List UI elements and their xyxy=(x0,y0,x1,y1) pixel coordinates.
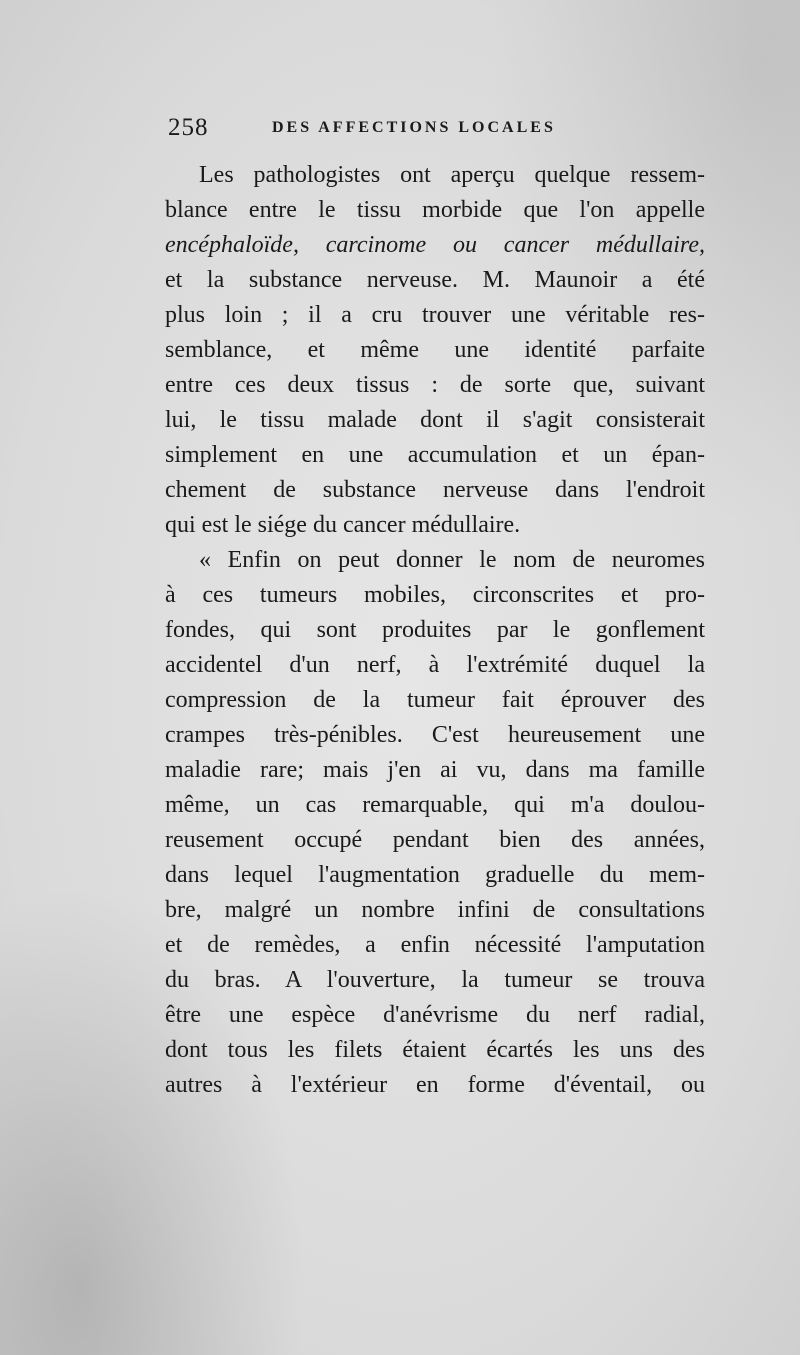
text-line: entre ces deux tissus : de sorte que, suivant xyxy=(165,372,705,398)
text-line: Les pathologistes ont aperçu quelque ressem- xyxy=(199,162,705,188)
text-line: être une espèce d'anévrisme du nerf radial, xyxy=(165,1002,705,1028)
text-line: reusement occupé pendant bien des années, xyxy=(165,827,705,853)
text-line: plus loin ; il a cru trouver une véritable res- xyxy=(165,302,705,328)
text-line: maladie rare; mais j'en ai vu, dans ma famille xyxy=(165,757,705,783)
text-line: chement de substance nerveuse dans l'endroit xyxy=(165,477,705,503)
text-line: blance entre le tissu morbide que l'on appelle xyxy=(165,197,705,223)
text-line: bre, malgré un nombre infini de consultations xyxy=(165,897,705,923)
text-line: compression de la tumeur fait éprouver des xyxy=(165,687,705,713)
text-line: fondes, qui sont produites par le gonflement xyxy=(165,617,705,643)
text-line: accidentel d'un nerf, à l'extrémité duquel la xyxy=(165,652,705,678)
text-line: à ces tumeurs mobiles, circonscrites et pro- xyxy=(165,582,705,608)
text-line: semblance, et même une identité parfaite xyxy=(165,337,705,363)
body-text xyxy=(165,158,705,1103)
running-head: DES AFFECTIONS LOCALES xyxy=(272,119,556,136)
text-line: simplement en une accumulation et un épan- xyxy=(165,442,705,468)
page-number: 258 xyxy=(168,114,209,141)
text-line: dans lequel l'augmentation graduelle du mem- xyxy=(165,862,705,888)
text-line: lui, le tissu malade dont il s'agit consisterait xyxy=(165,407,705,433)
text-line: même, un cas remarquable, qui m'a doulou- xyxy=(165,792,705,818)
text-line: dont tous les filets étaient écartés les uns des xyxy=(165,1037,705,1063)
text-line: du bras. A l'ouverture, la tumeur se trouva xyxy=(165,967,705,993)
page-header xyxy=(168,114,708,144)
text-line: et de remèdes, a enfin nécessité l'amputation xyxy=(165,932,705,958)
text-line: encéphaloïde, carcinome ou cancer médullaire, xyxy=(165,232,705,258)
text-line: et la substance nerveuse. M. Maunoir a été xyxy=(165,267,705,293)
text-line: autres à l'extérieur en forme d'éventail, ou xyxy=(165,1072,705,1098)
text-line: crampes très-pénibles. C'est heureusement une xyxy=(165,722,705,748)
text-line: qui est le siége du cancer médullaire. xyxy=(165,512,521,538)
text-line: « Enfin on peut donner le nom de neuromes xyxy=(199,547,705,573)
